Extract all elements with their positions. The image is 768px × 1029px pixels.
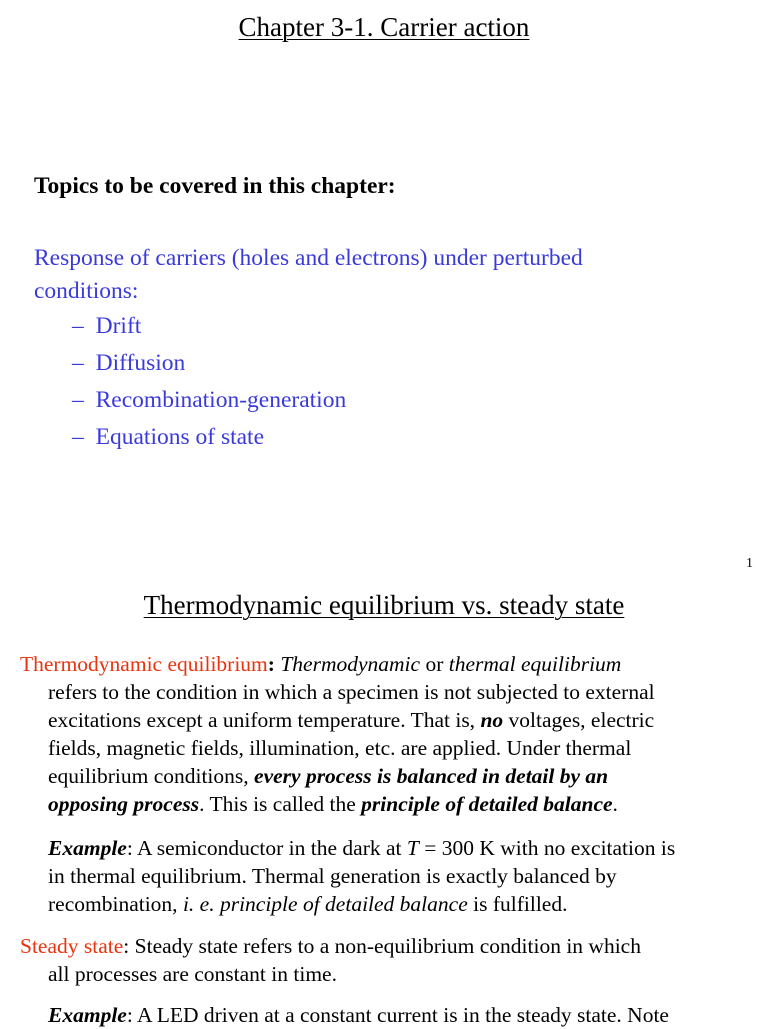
example-1-l1a: : A semiconductor in the dark at — [126, 836, 407, 860]
example-1-line-2: in thermal equilibrium. Thermal generation is exactly balanced by — [48, 864, 617, 888]
te-line-3 — [20, 706, 655, 734]
bullet-dash: – — [72, 313, 84, 339]
steady-state-paragraph — [20, 932, 641, 988]
te-line-5a: equilibrium conditions, — [48, 764, 255, 788]
example-2-paragraph — [48, 1001, 669, 1029]
bullet-dash: – — [72, 424, 84, 450]
bullet-label: Equations of state — [95, 424, 265, 450]
te-line-3c: voltages, electric — [503, 708, 655, 732]
example-2-label: Example — [48, 1003, 127, 1027]
intro-line-2: conditions: — [34, 278, 139, 304]
te-line-3a: excitations except a uniform temperature. That is, — [48, 708, 481, 732]
te-colon: : — [267, 652, 275, 676]
te-seg2: or — [420, 652, 449, 676]
te-line-6 — [20, 790, 655, 818]
te-line-5 — [20, 762, 655, 790]
bullet-label: Recombination-generation — [95, 387, 347, 413]
bullet-diffusion — [72, 350, 185, 377]
page-number: 1 — [746, 556, 753, 571]
example-1-paragraph — [48, 834, 675, 918]
te-line-6d: . — [612, 792, 618, 816]
section-title: Thermodynamic equilibrium vs. steady state — [143, 590, 625, 620]
bullet-label: Diffusion — [95, 350, 186, 376]
te-line-6a: opposing process — [48, 792, 200, 816]
thermodynamic-equilibrium-paragraph — [20, 650, 655, 818]
example-1-l3c: is fulfilled. — [467, 892, 568, 916]
example-1-l1c: = 300 K with no excitation is — [418, 836, 676, 860]
intro-line-1: Response of carriers (holes and electrons) under perturbed — [34, 245, 583, 271]
example-1-l3a: recombination, — [48, 892, 183, 916]
te-line-6c: principle of detailed balance — [361, 792, 613, 816]
example-1-label: Example — [48, 836, 127, 860]
te-line-2: refers to the condition in which a specimen is not subjected to external — [48, 680, 655, 704]
chapter-title: Chapter 3-1. Carrier action — [238, 12, 530, 42]
example-1-l1b: T — [406, 836, 419, 860]
bullet-drift — [72, 313, 141, 340]
te-seg3: thermal equilibrium — [448, 652, 622, 676]
te-term: Thermodynamic equilibrium — [20, 652, 268, 676]
ss-line-2: all processes are constant in time. — [48, 962, 337, 986]
te-seg1: Thermodynamic — [280, 652, 421, 676]
bullet-recombination — [72, 387, 346, 414]
te-line-3b: no — [480, 708, 504, 732]
te-line-4: fields, magnetic fields, illumination, etc. are applied. Under thermal — [48, 736, 632, 760]
te-line-5b: every process is balanced in detail by an — [254, 764, 609, 788]
topics-heading: Topics to be covered in this chapter: — [34, 173, 396, 199]
bullet-dash: – — [72, 350, 84, 376]
bullet-equations — [72, 424, 264, 451]
ss-line-1: : Steady state refers to a non-equilibrium condition in which — [123, 934, 641, 958]
bullet-dash: – — [72, 387, 84, 413]
te-line-6b: . This is called the — [199, 792, 362, 816]
bullet-label: Drift — [95, 313, 142, 339]
example-2-line-1: : A LED driven at a constant current is in the steady state. Note — [126, 1003, 669, 1027]
example-1-l3b: i. e. principle of detailed balance — [182, 892, 468, 916]
ss-term: Steady state — [20, 934, 124, 958]
